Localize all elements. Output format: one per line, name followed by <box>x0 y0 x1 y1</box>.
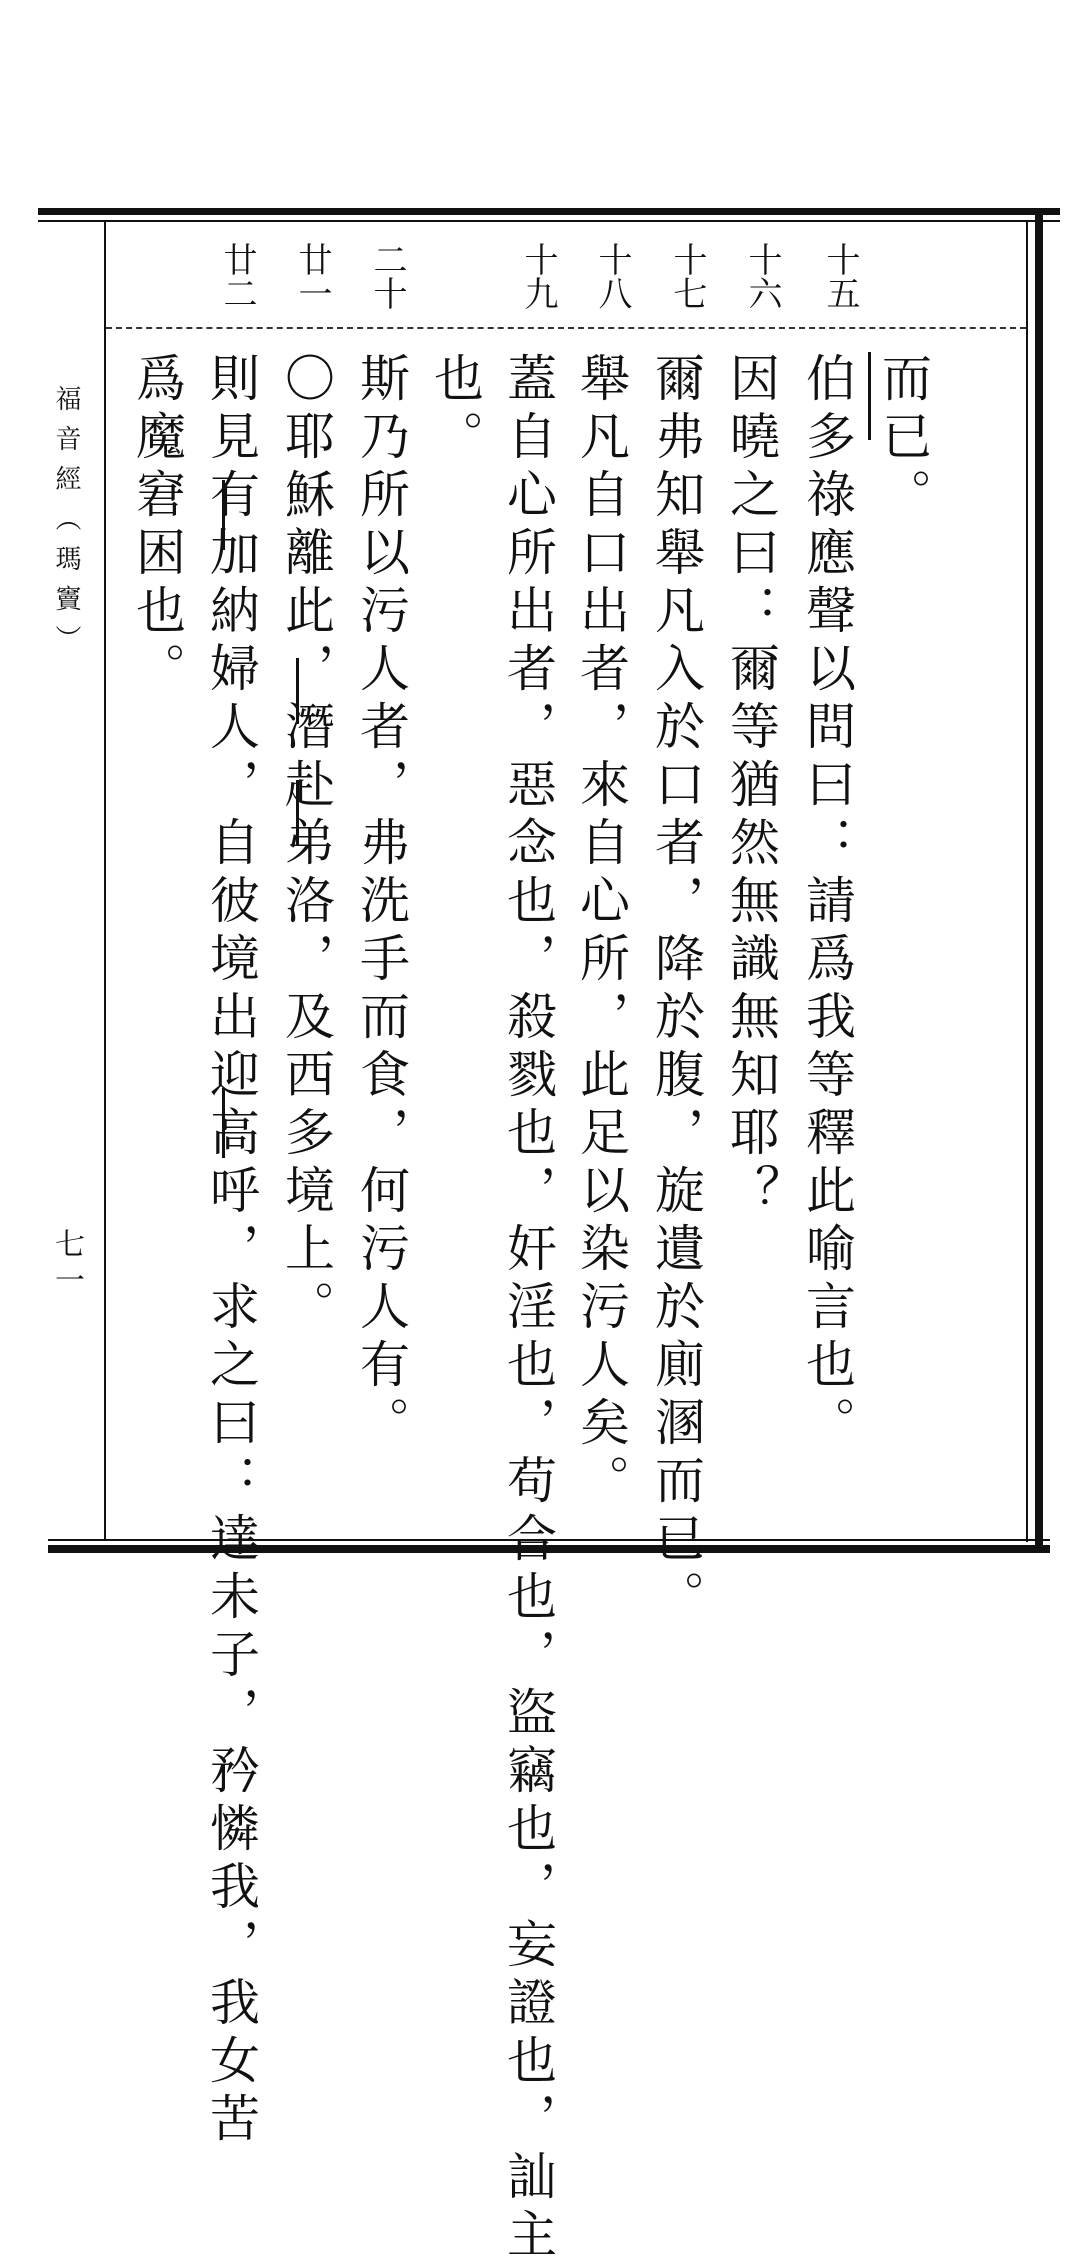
verse-number-21: 廿一 <box>292 242 332 310</box>
text-column-9: 〇耶穌離此，潛赴弟洛，及西多境上。 <box>277 352 335 1338</box>
top-border-thin <box>38 220 1060 222</box>
verse-number-20: 二十 <box>367 242 407 310</box>
text-column-5: 舉凡自口出者，來自心所，此足以染污人矣。 <box>572 352 630 1512</box>
proper-name-mark <box>296 780 299 846</box>
text-column-2: 伯多祿應聲以問曰：請爲我等釋此喻言也。 <box>798 352 856 1454</box>
text-column-8: 斯乃所以污人者，弗洗手而食，何污人有。 <box>352 352 410 1454</box>
text-column-7: 也。 <box>426 352 484 468</box>
text-column-11: 爲魔窘困也。 <box>128 352 186 700</box>
text-column-3: 因曉之曰：爾等猶然無識無知耶？ <box>722 352 780 1222</box>
verse-number-divider <box>106 327 1026 329</box>
verse-number-22: 廿二 <box>217 242 257 310</box>
right-border-thin <box>1026 220 1028 1542</box>
text-column-6: 蓋自心所出者，惡念也，殺戮也，奸淫也，苟合也，盜竊也，妄證也，訕主 <box>499 352 557 2266</box>
right-border-thick <box>1035 215 1043 1553</box>
verse-number-17: 十七 <box>667 242 707 310</box>
verse-number-19: 十九 <box>518 242 558 310</box>
proper-name-mark <box>296 658 299 724</box>
verse-number-15: 十五 <box>820 242 860 310</box>
verse-number-18: 十八 <box>592 242 632 310</box>
text-column-4: 爾弗知舉凡入於口者，降於腹，旋遺於廁溷而已。 <box>647 352 705 1628</box>
page-number: 七一 <box>49 1228 84 1300</box>
proper-name-mark <box>222 480 225 550</box>
text-column-1: 而已。 <box>874 352 932 526</box>
top-border-thick <box>38 208 1060 215</box>
verse-number-16: 十六 <box>742 242 782 310</box>
proper-name-mark <box>868 352 871 440</box>
text-column-10: 則見有加納婦人，自彼境出迎高呼，求之曰：達未子，矜憐我，我女苦 <box>202 352 260 2150</box>
margin-divider <box>104 222 106 1540</box>
running-title: 福音經（瑪竇） <box>51 385 81 665</box>
proper-name-mark <box>222 1088 225 1158</box>
